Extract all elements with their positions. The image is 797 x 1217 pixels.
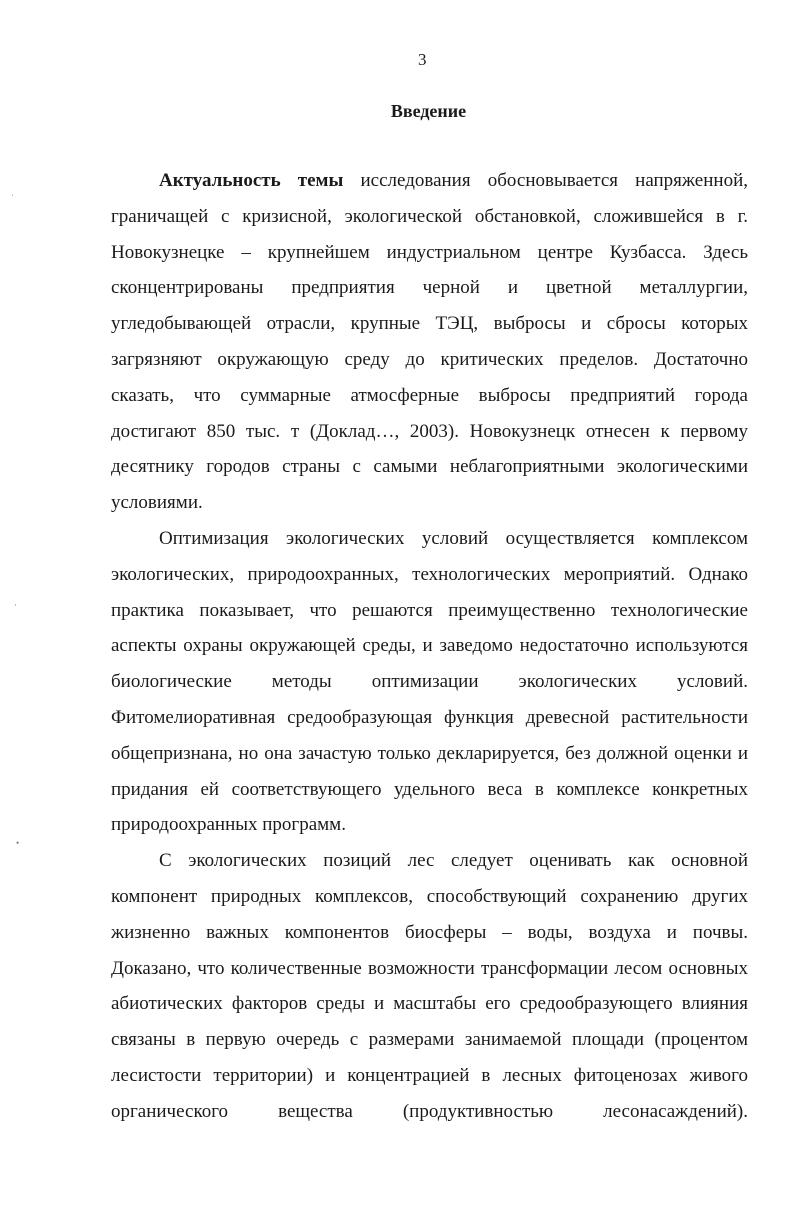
paragraph-3-line: Доказано, что количественные возможности трансформации лесом основных — [111, 957, 748, 979]
paragraph-3-line: лесистости территории) и концентрацией в лесных фитоценозах живого — [111, 1064, 748, 1086]
scan-speck: • — [16, 838, 20, 848]
paragraph-3-line: органического вещества (продуктивностью лесонасаждений). — [111, 1100, 748, 1122]
paragraph-3-line: связаны в первую очередь с размерами занимаемой площади (процентом — [111, 1029, 748, 1051]
paragraph-1-line-1: Актуальность темы исследования обосновывается напряженной, — [159, 170, 748, 191]
paragraph-1-line: десятнику городов страны с самыми неблагоприятными экологическими — [111, 456, 748, 478]
scan-speck: ˈ — [11, 193, 14, 203]
paragraph-3-line: жизненно важных компонентов биосферы – воды, воздуха и почвы. — [111, 921, 748, 943]
paragraph-1-line: сказать, что суммарные атмосферные выбросы предприятий города — [111, 384, 748, 406]
paragraph-2-line: Оптимизация экологических условий осуществляется комплексом — [159, 527, 748, 549]
paragraph-1-line: достигают 850 тыс. т (Доклад…, 2003). Новокузнецк отнесен к первому — [111, 420, 748, 442]
paragraph-2-line: практика показывает, что решаются преимущественно технологические — [111, 599, 748, 621]
paragraph-2-line: Фитомелиоративная средообразующая функция древесной растительности — [111, 706, 748, 728]
paragraph-2-line: придания ей соответствующего удельного веса в комплексе конкретных — [111, 778, 748, 800]
paragraph-2-line: экологических, природоохранных, технологических мероприятий. Однако — [111, 563, 748, 585]
scan-speck: · — [14, 600, 17, 610]
paragraph-2-line: аспекты охраны окружающей среды, и заведомо недостаточно используются — [111, 635, 748, 657]
document-body — [111, 163, 748, 1130]
lead-phrase: Актуальность темы — [159, 170, 344, 191]
section-title: Введение — [390, 101, 467, 121]
paragraph-2-line: общепризнана, но она зачастую только декларируется, без должной оценки и — [111, 742, 748, 764]
paragraph-1-line: условиями. — [111, 492, 203, 514]
paragraph-2-line: биологические методы оптимизации экологических условий. — [111, 671, 748, 693]
paragraph-1-line: сконцентрированы предприятия черной и цветной металлургии, — [111, 277, 748, 299]
paragraph-1-line: Новокузнецке – крупнейшем индустриальном центре Кузбасса. Здесь — [111, 241, 748, 263]
paragraph-3-line: компонент природных комплексов, способствующий сохранению других — [111, 885, 748, 907]
paragraph-3-line: С экологических позиций лес следует оценивать как основной — [159, 850, 748, 872]
paragraph-1-line: загрязняют окружающую среду до критических пределов. Достаточно — [111, 348, 748, 370]
paragraph-3-line: абиотических факторов среды и масштабы его средообразующего влияния — [111, 993, 748, 1015]
paragraph-1-line: граничащей с кризисной, экологической обстановкой, сложившейся в г. — [111, 205, 748, 227]
paragraph-2-line: природоохранных программ. — [111, 814, 346, 836]
page-number: 3 — [418, 50, 427, 69]
paragraph-1-line: угледобывающей отрасли, крупные ТЭЦ, выбросы и сбросы которых — [111, 313, 748, 335]
